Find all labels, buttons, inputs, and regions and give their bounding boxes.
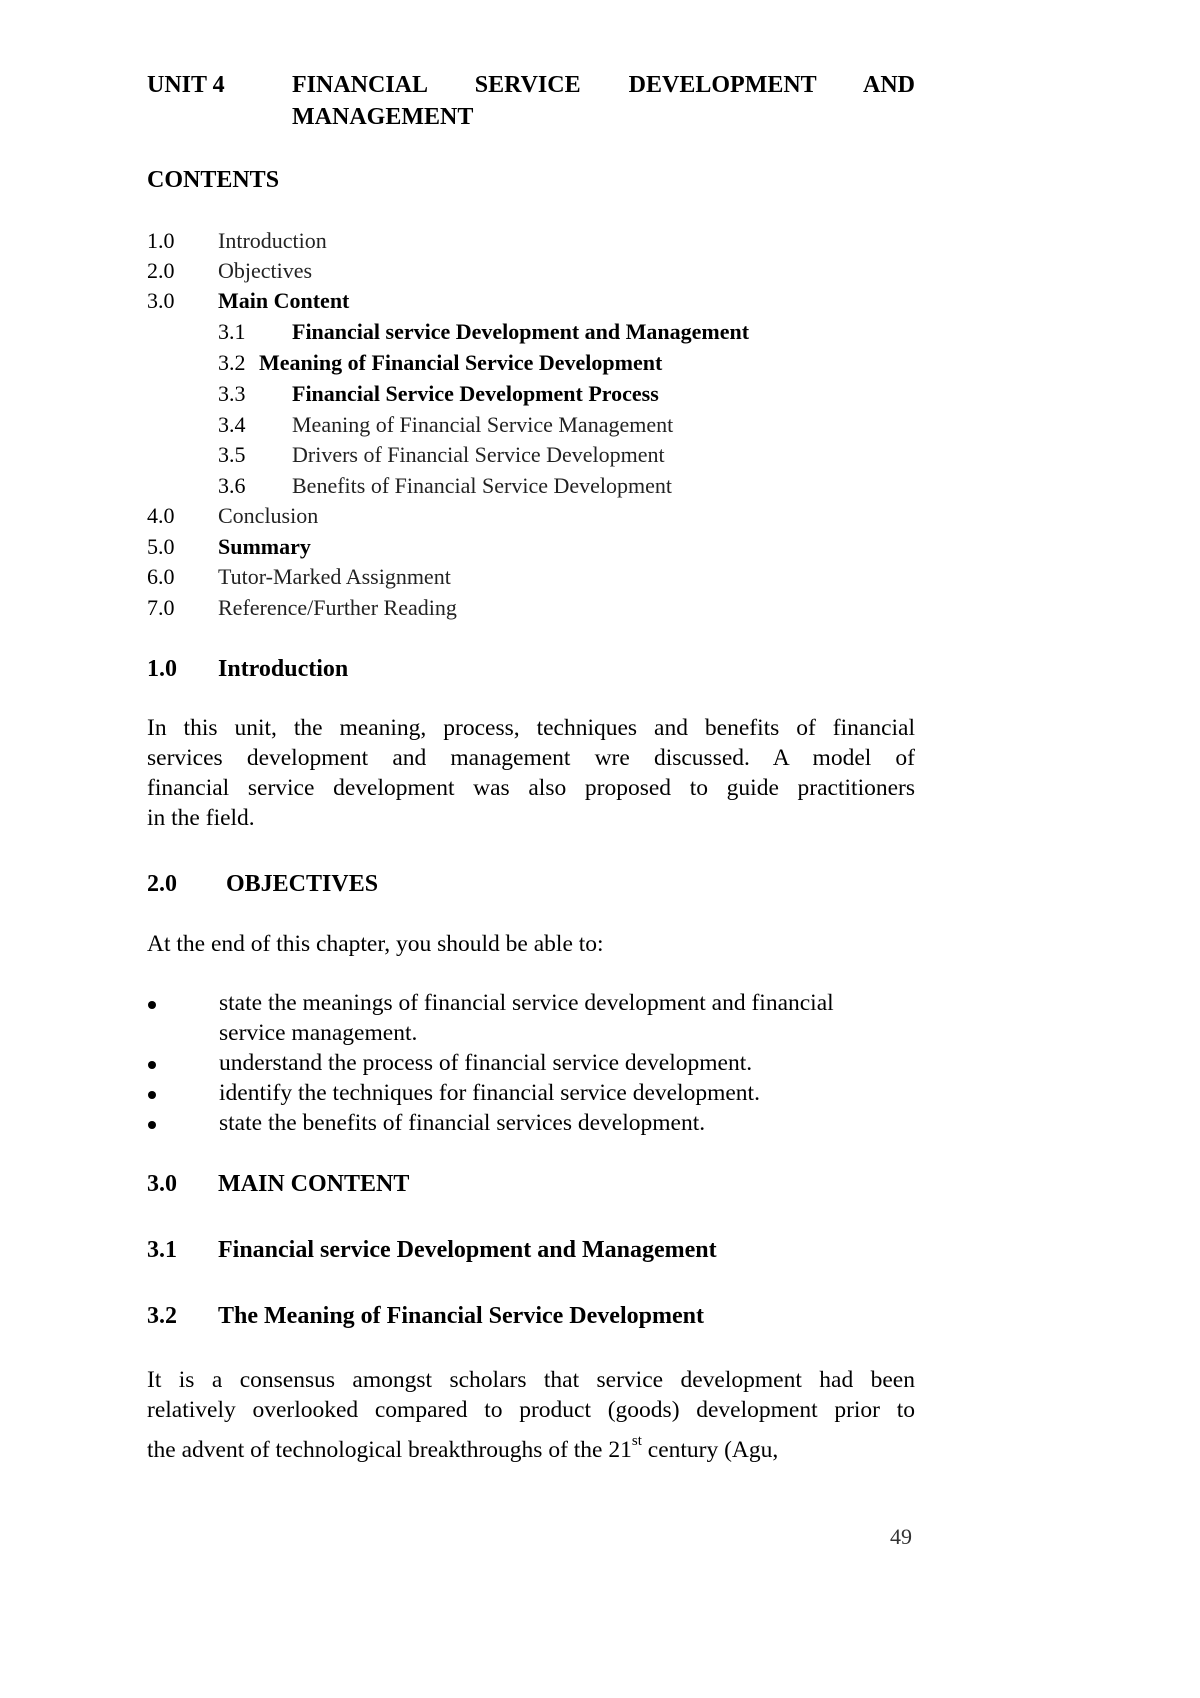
main-heading: MAIN CONTENT	[218, 1171, 410, 1197]
toc-item-3-5-label[interactable]: Drivers of Financial Service Development	[292, 442, 665, 467]
toc-item-3-label[interactable]: Main Content	[218, 288, 350, 313]
contents-heading: CONTENTS	[147, 167, 280, 193]
toc-item-7-label[interactable]: Reference/Further Reading	[218, 595, 457, 620]
intro-paragraph	[147, 713, 915, 833]
toc-item-3-num: 3.0	[147, 288, 175, 313]
main-num: 3.0	[147, 1171, 177, 1197]
intro-line: in the field.	[147, 805, 255, 831]
toc-item-3-2-num: 3.2	[218, 350, 246, 375]
objective-item-1-line1: state the meanings of financial service development and financial	[219, 990, 834, 1016]
intro-num: 1.0	[147, 656, 177, 682]
bullet-icon	[148, 1061, 156, 1069]
toc-item-3-1-label[interactable]: Financial service Development and Management	[292, 319, 750, 344]
toc-item-3-4-num: 3.4	[218, 412, 246, 437]
toc-item-3-3-label[interactable]: Financial Service Development Process	[292, 381, 659, 406]
toc-item-6-num: 6.0	[147, 564, 175, 589]
unit-label: UNIT 4	[147, 72, 225, 98]
para-last-text: the advent of technological breakthroughs of the 21	[147, 1437, 632, 1463]
section-3-1-num: 3.1	[147, 1237, 177, 1263]
toc-item-3-5-num: 3.5	[218, 442, 246, 467]
intro-line: financial service development was also proposed to guide practitioners	[147, 775, 915, 801]
objectives-num: 2.0	[147, 871, 177, 897]
section-3-2-heading: The Meaning of Financial Service Development	[218, 1303, 704, 1329]
intro-line: services development and management wre discussed. A model of	[147, 745, 915, 771]
objectives-lead: At the end of this chapter, you should be able to:	[147, 931, 604, 957]
toc-item-3-3-num: 3.3	[218, 381, 246, 406]
unit-title-line2: MANAGEMENT	[292, 104, 474, 130]
toc-item-3-6-num: 3.6	[218, 473, 246, 498]
objective-item-2: understand the process of financial service development.	[219, 1050, 753, 1076]
objective-item-4: state the benefits of financial services development.	[219, 1110, 706, 1136]
toc-item-6-label[interactable]: Tutor-Marked Assignment	[218, 564, 451, 589]
section-3-2-paragraph	[147, 1365, 915, 1465]
toc-item-4-num: 4.0	[147, 503, 175, 528]
bullet-icon	[148, 1001, 156, 1009]
unit-title-line1: FINANCIAL SERVICE DEVELOPMENT AND	[292, 72, 915, 98]
objective-item-1-line2: service management.	[219, 1020, 418, 1046]
section-3-2-num: 3.2	[147, 1303, 177, 1329]
para-last-tail: century (Agu,	[641, 1437, 779, 1463]
toc-item-2-label[interactable]: Objectives	[218, 258, 313, 283]
toc-item-4-label[interactable]: Conclusion	[218, 503, 319, 528]
intro-line: In this unit, the meaning, process, techniques and benefits of financial	[147, 715, 915, 741]
toc-item-3-1-num: 3.1	[218, 319, 246, 344]
para-line: It is a consensus amongst scholars that service development had been	[147, 1367, 915, 1393]
toc-item-5-label[interactable]: Summary	[218, 534, 311, 559]
toc-item-2-num: 2.0	[147, 258, 175, 283]
toc-item-3-4-label[interactable]: Meaning of Financial Service Management	[292, 412, 674, 437]
section-3-1-heading: Financial service Development and Management	[218, 1237, 717, 1263]
toc-item-5-num: 5.0	[147, 534, 175, 559]
bullet-icon	[148, 1091, 156, 1099]
para-line: relatively overlooked compared to product (goods) development prior to	[147, 1397, 915, 1423]
objective-item-3: identify the techniques for financial service development.	[219, 1080, 760, 1106]
toc-item-1-num: 1.0	[147, 228, 175, 253]
intro-heading: Introduction	[218, 656, 349, 682]
page-number: 49	[890, 1524, 912, 1549]
ordinal-suffix: st	[631, 1433, 642, 1449]
objectives-heading: OBJECTIVES	[226, 871, 379, 897]
bullet-icon	[148, 1121, 156, 1129]
toc-item-3-6-label[interactable]: Benefits of Financial Service Development	[292, 473, 672, 498]
toc-item-1-label[interactable]: Introduction	[218, 228, 327, 253]
toc-item-3-2-label[interactable]: Meaning of Financial Service Development	[259, 350, 663, 375]
toc-item-7-num: 7.0	[147, 595, 175, 620]
para-line-last	[147, 1435, 915, 1465]
